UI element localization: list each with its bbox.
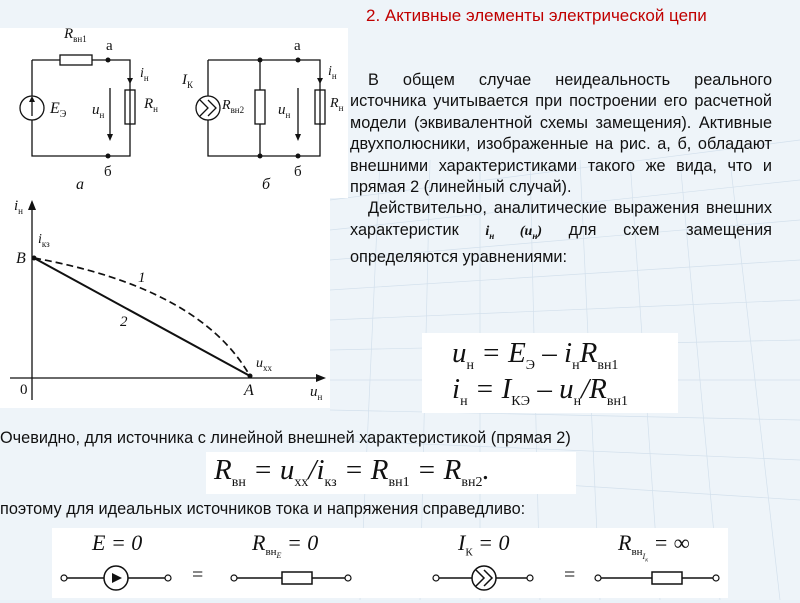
equation-in: $i_н = I_{КЭ} - u_н/R_{вн1}$ [452, 373, 628, 409]
circuit-a-current-label: $i_н$ [140, 66, 149, 83]
graph-curve-2-label: 2 [120, 314, 128, 330]
graph-y-axis-label: $i_н$ [14, 198, 23, 216]
graph-x-axis-label: $u_н$ [310, 384, 323, 402]
circuit-a-node-b: б [104, 164, 112, 180]
ideal-i-label: $I_К = 0$ [458, 530, 510, 559]
ideal-sources-panel [52, 528, 728, 598]
slide-title: 2. Активные элементы электрической цепи [366, 6, 707, 25]
paragraph-2: Действительно, аналитические выражения внешних характеристик $i_н$ $(u_н)$ для схем замещения определяются уравнениями: [350, 199, 773, 267]
equation-un: $u_н = E_Э - i_нR_{вн1}$ [452, 337, 619, 373]
graph-isc-label: $i_{кз}$ [38, 232, 50, 249]
graph-uxx-label: $u_{хх}$ [256, 356, 272, 373]
circuit-a-panel [0, 28, 178, 198]
circuit-b-node-b: б [294, 164, 302, 180]
main-paragraphs [350, 70, 772, 268]
paragraph-1: В общем случае неидеальность реального источника учитывается при построении его расчетной модели (эквивалентной схемы замещения). Активные двухполюсники, изображенные на рис. а, б, обладают внешними характеристиками такого же вида, что и прямая 2 (линейный случай). [350, 71, 772, 197]
circuit-a-caption: а [76, 176, 84, 193]
circuit-b-caption: б [262, 176, 271, 193]
circuit-b-load-label: $R_н$ [330, 96, 344, 113]
ideal-equals-1: = [192, 564, 204, 586]
equation-rvn: $R_{вн} = u_{хх}/i_{кз} = R_{вн1} = R_{вн2}$. [214, 454, 490, 490]
ideal-equals-2: = [564, 564, 576, 586]
circuit-b-voltage-label: $u_н$ [278, 102, 291, 120]
circuit-a-emf-label: $E_Э$ [50, 100, 67, 121]
circuit-b-node-a: а [294, 38, 301, 54]
circuit-b-ik-label: $I_К$ [182, 72, 194, 90]
circuit-a-node-a: а [106, 38, 113, 54]
circuit-a-load-label: $R_н$ [144, 96, 158, 114]
ideal-ri-label: $R_{вн_{I_к}}$ = ∞ [618, 530, 690, 564]
bottom-text-1: Очевидно, для источника с линейной внешней характеристикой (прямая 2) [0, 429, 571, 447]
circuit-b-panel [178, 28, 348, 198]
ideal-re-label: $R_{вн_E} = 0$ [252, 530, 319, 561]
circuit-b-rvn2-label: $R_{вн2}$ [222, 98, 245, 115]
characteristic-graph [0, 198, 330, 408]
bottom-text-2: поэтому для идеальных источников тока и напряжения справедливо: [0, 500, 526, 518]
circuit-a-voltage-label: $u_н$ [92, 102, 105, 120]
circuit-b-diagram [178, 28, 348, 198]
ideal-e-label: E = 0 [92, 530, 143, 555]
graph-point-b-label: B [16, 250, 26, 267]
circuit-b-current-label: $i_н$ [328, 64, 337, 81]
characteristic-graph-panel [0, 198, 330, 408]
circuit-a-rvn1-label: $R_{вн1}$ [64, 26, 87, 44]
graph-origin-label: 0 [20, 382, 28, 398]
graph-curve-1-label: 1 [138, 270, 146, 286]
equation-rvn-panel [206, 452, 576, 494]
graph-point-a-label: A [244, 382, 254, 399]
equations-panel [422, 333, 678, 413]
